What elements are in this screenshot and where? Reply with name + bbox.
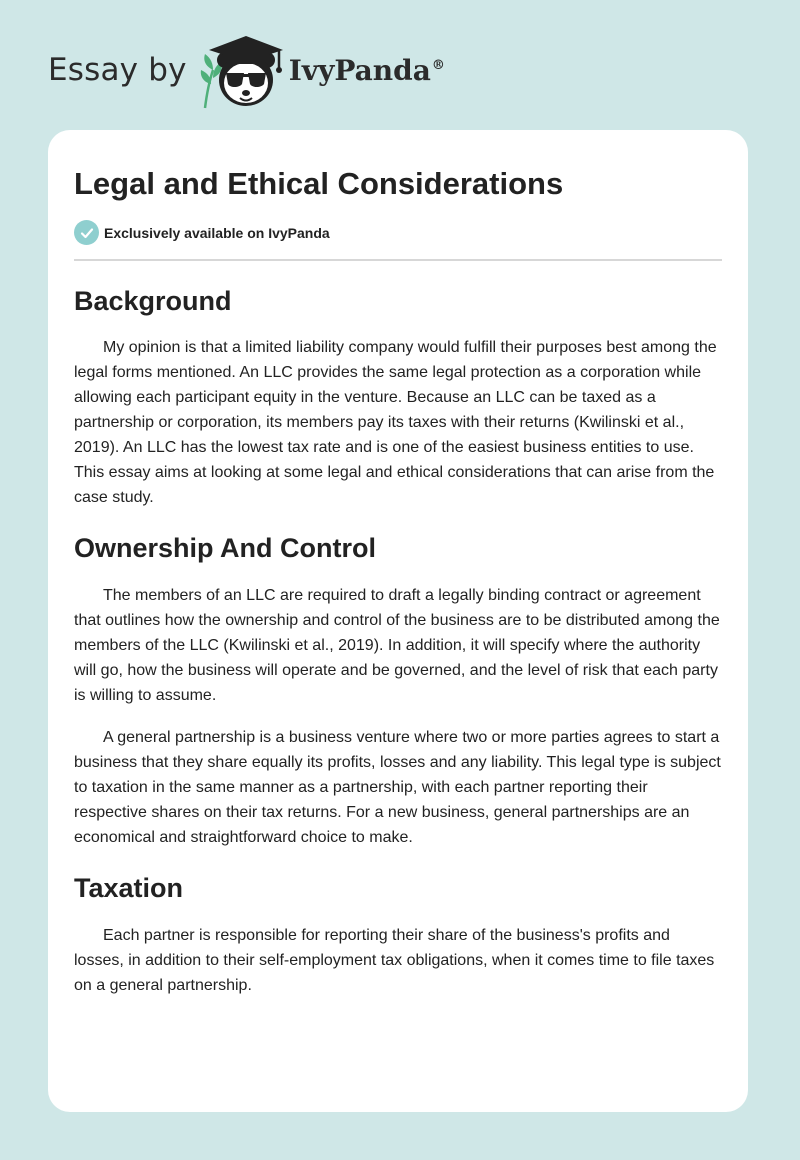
- title-divider: [74, 259, 722, 261]
- paragraph: A general partnership is a business venture where two or more parties agrees to start a business that they share equally its profits, losses and any liability. This legal type is subject to taxation in the same manner as a partnership, with each partner reporting their respective shares on their tax returns. For a new business, general partnerships are an economical and straightforward choice to make.: [74, 729, 721, 846]
- check-circle-icon: [74, 220, 99, 245]
- paragraph: Each partner is responsible for reporting their share of the business's profits and losses, in addition to their self-employment tax obligations, when it comes time to file taxes on a general partnership.: [74, 927, 715, 994]
- section-heading: Background: [74, 286, 232, 316]
- page-title: Legal and Ethical Considerations: [74, 166, 564, 201]
- paragraph: The members of an LLC are required to draft a legally binding contract or agreement that outlines how the ownership and control of the business are to be distributed among the members of the LLC (Kwilinski et al., 2019). In addition, it will specify where the authority will go, how the business will operate and be governed, and the level of risk that each party is willing to assume.: [74, 587, 720, 704]
- section-background: [74, 283, 722, 510]
- section-heading: Ownership And Control: [74, 533, 376, 563]
- brand-prefix: Essay by: [48, 52, 187, 88]
- section-heading: Taxation: [74, 873, 184, 903]
- paragraph: My opinion is that a limited liability company would fulfill their purposes best among the legal forms mentioned. An LLC provides the same legal protection as a corporation while allowing each participant equity in the venture. Because an LLC can be taxed as a partnership or corporation, its members pay its taxes with their returns (Kwilinski et al., 2019). An LLC has the lowest tax rate and is one of the easiest business entities to use. This essay aims at looking at some legal and ethical considerations that can arise from the case study.: [74, 339, 717, 506]
- section-taxation: [74, 870, 722, 998]
- panda-logo-icon: [199, 30, 287, 110]
- exclusive-badge: [74, 220, 722, 245]
- brand-name: IvyPanda®: [288, 53, 445, 87]
- badge-label: Exclusively available on IvyPanda: [104, 224, 330, 241]
- site-brand[interactable]: [48, 30, 445, 110]
- section-ownership-and-control: [74, 530, 722, 850]
- essay-card: [48, 130, 748, 1112]
